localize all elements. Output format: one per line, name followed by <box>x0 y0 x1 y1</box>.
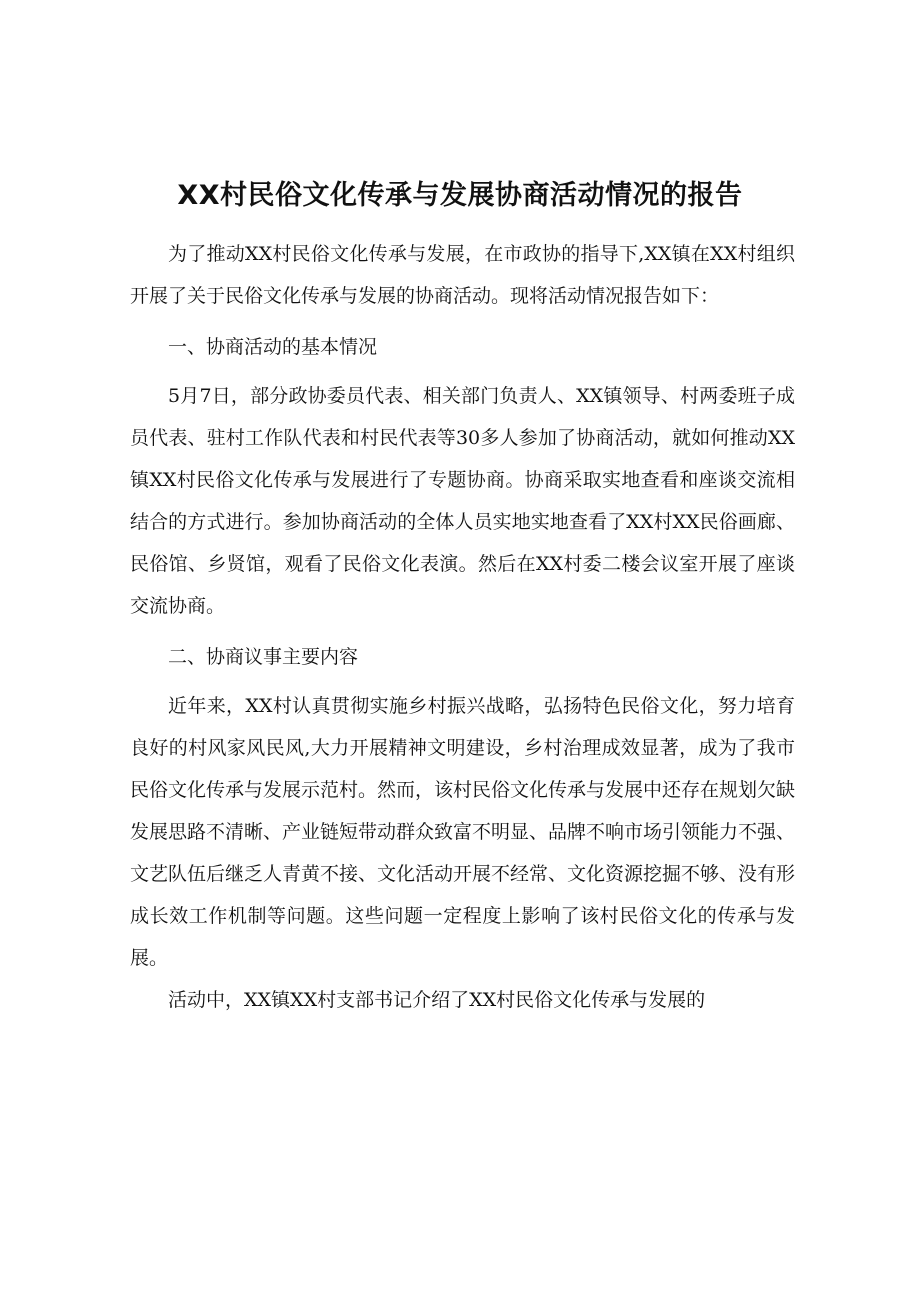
body-paragraph: 近年来，XX村认真贯彻实施乡村振兴战略，弘扬特色民俗文化，努力培育良好的村风家风民风,大力开展精神文明建设，乡村治理成效显著，成为了我市民俗文化传承与发展示范村。然而，该村民俗文化传承与发展中还存在规划欠缺发展思路不清晰、产业链短带动群众致富不明显、品牌不响市场引领能力不强、文艺队伍后继乏人青黄不接、文化活动开展不经常、文化资源挖掘不够、没有形成长效工作机制等问题。这些问题一定程度上影响了该村民俗文化的传承与发展。 <box>130 695 796 969</box>
section-heading-2: 二、协商议事主要内容 <box>168 646 359 668</box>
section-heading-1: 一、协商活动的基本情况 <box>168 336 378 358</box>
document-title: XX村民俗文化传承与发展协商活动情况的报告 <box>177 180 743 211</box>
intro-paragraph: 为了推动XX村民俗文化传承与发展，在市政协的指导下,XX镇在XX村组织开展了关于民俗文化传承与发展的协商活动。现将活动情况报告如下： <box>130 243 795 307</box>
document-body <box>130 233 795 1021</box>
body-paragraph: 活动中，XX镇XX村支部书记介绍了XX村民俗文化传承与发展的 <box>168 989 706 1011</box>
body-paragraph: 5月7日，部分政协委员代表、相关部门负责人、XX镇领导、村两委班子成员代表、驻村工作队代表和村民代表等30多人参加了协商活动，就如何推动XX镇XX村民俗文化传承与发展进行了专题协商。协商采取实地查看和座谈交流相结合的方式进行。参加协商活动的全体人员实地实地查看了XX村XX民俗画廊、民俗馆、乡贤馆，观看了民俗文化表演。然后在XX村委二楼会议室开展了座谈交流协商。 <box>130 385 795 617</box>
